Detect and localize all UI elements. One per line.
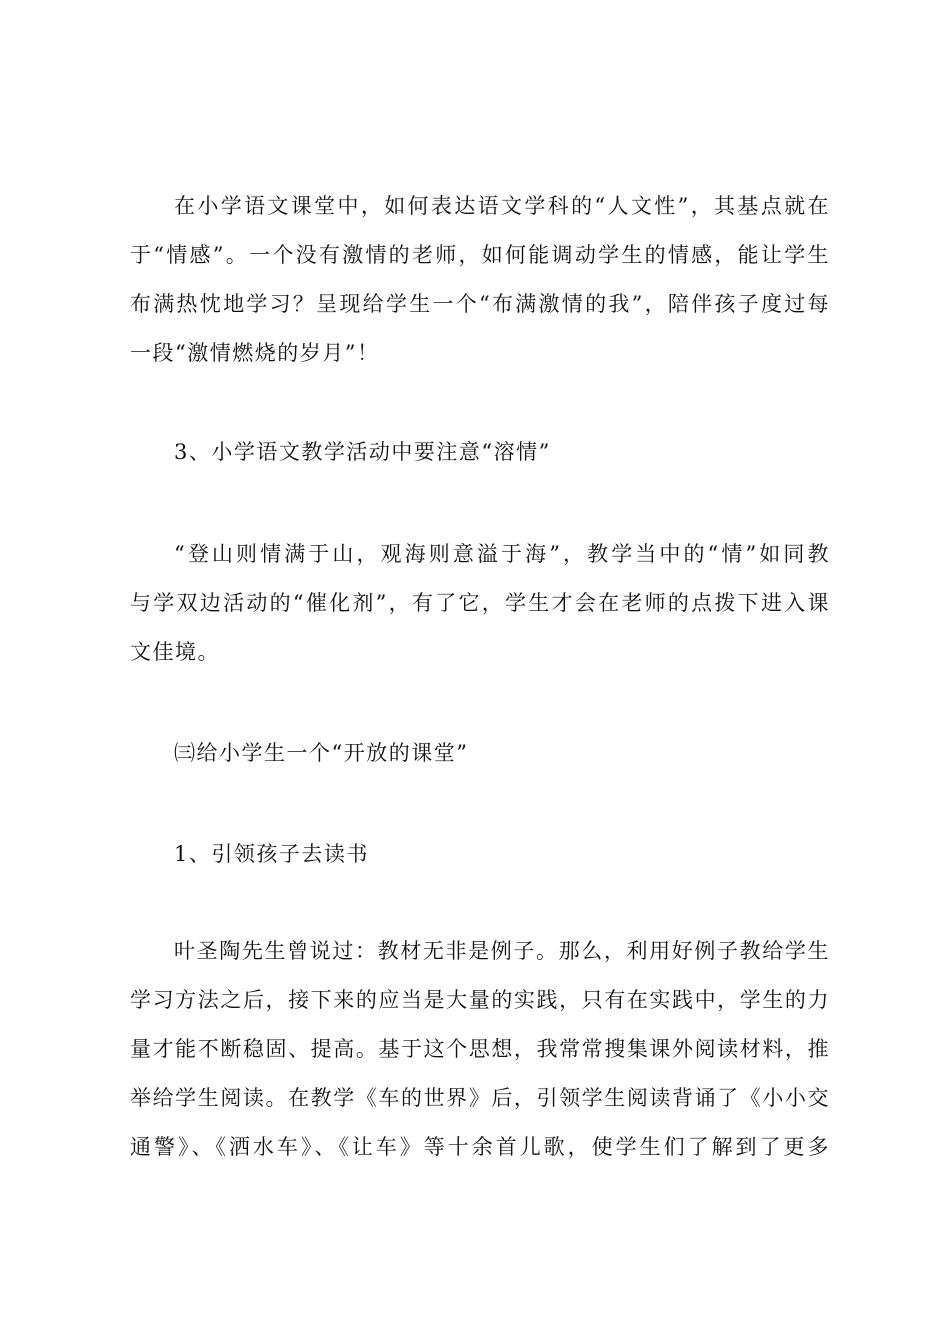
paragraph-line: “登山则情满于山，观海则意溢于海”，教学当中的“情”如同教 bbox=[174, 542, 830, 566]
paragraph-line: 学习方法之后，接下来的应当是大量的实践，只有在实践中，学生的力 bbox=[130, 988, 830, 1012]
paragraph-line: 量才能不断稳固、提高。基于这个思想，我常常搜集课外阅读材料，推 bbox=[130, 1037, 830, 1061]
paragraph-catalyst bbox=[130, 530, 830, 677]
paragraph-line: 通警》、《洒水车》、《让车》等十余首儿歌，使学生们了解到了更多 bbox=[130, 1135, 830, 1159]
paragraph-line: 文佳境。 bbox=[130, 640, 220, 664]
paragraph-line: 在小学语文课堂中，如何表达语文学科的“人文性”，其基点就在 bbox=[174, 194, 830, 218]
paragraph-line: 布满热忱地学习？呈现给学生一个“布满激情的我”，陪伴孩子度过每 bbox=[130, 292, 830, 316]
paragraph-line: 举给学生阅读。在教学《车的世界》后，引领学生阅读背诵了《小小交 bbox=[130, 1086, 830, 1110]
section-heading-open-classroom: ㈢给小学生一个“开放的课堂” bbox=[174, 741, 469, 765]
paragraph-line: 叶圣陶先生曾说过：教材无非是例子。那么，利用好例子教给学生 bbox=[174, 939, 830, 963]
paragraph-emotion bbox=[130, 182, 830, 378]
paragraph-line: 一段“激情燃烧的岁月”！ bbox=[130, 341, 380, 365]
paragraph-line: 与学双边活动的“催化剂”，有了它，学生才会在老师的点拨下进入课 bbox=[130, 591, 830, 615]
paragraph-line: 于“情感”。一个没有激情的老师，如何能调动学生的情感，能让学生 bbox=[130, 243, 830, 267]
section-heading-1: 1、引领孩子去读书 bbox=[174, 842, 369, 866]
paragraph-reading bbox=[130, 927, 830, 1172]
section-heading-3: 3、小学语文教学活动中要注意“溶情” bbox=[174, 440, 551, 464]
